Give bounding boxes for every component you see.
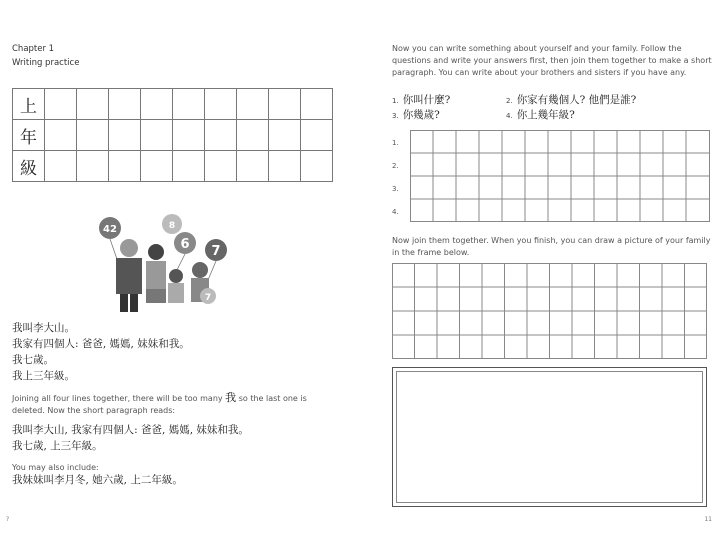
also-include-line: 我妹妹叫李月冬, 她六歲, 上二年級。 bbox=[12, 474, 183, 486]
practice-cell[interactable] bbox=[173, 89, 205, 120]
practice-cell[interactable] bbox=[141, 151, 173, 182]
character-practice-grid bbox=[12, 88, 333, 182]
chapter-title: Chapter 1 bbox=[12, 44, 55, 54]
right-page bbox=[360, 0, 720, 540]
practice-cell[interactable] bbox=[269, 151, 301, 182]
balloon-icon bbox=[174, 232, 196, 254]
paragraph-line-2: 我七歲, 上三年級。 bbox=[12, 440, 103, 452]
practice-cell[interactable] bbox=[237, 151, 269, 182]
practice-cell[interactable] bbox=[77, 89, 109, 120]
practice-cell[interactable] bbox=[173, 120, 205, 151]
practice-cell[interactable] bbox=[45, 120, 77, 151]
father-figure bbox=[116, 239, 142, 312]
practice-cell[interactable] bbox=[301, 120, 333, 151]
paragraph-grid[interactable] bbox=[392, 263, 707, 359]
balloon-label: 42 bbox=[103, 224, 117, 235]
practice-cell[interactable] bbox=[109, 89, 141, 120]
answer-line-label-4: 4. bbox=[392, 208, 399, 216]
practice-cell[interactable] bbox=[141, 120, 173, 151]
question-1: 1. 你叫什麼? bbox=[392, 94, 451, 106]
practice-cell[interactable] bbox=[237, 89, 269, 120]
question-2: 2. 你家有幾個人? 他們是誰? bbox=[506, 94, 637, 106]
question-4: 4. 你上幾年級? bbox=[506, 109, 575, 121]
practice-cell[interactable] bbox=[301, 151, 333, 182]
join-text-b: so the last one is deleted. Now the short paragraph reads: bbox=[12, 394, 307, 415]
balloon-icon bbox=[99, 217, 121, 239]
answer-line-label-1: 1. bbox=[392, 139, 399, 147]
balloon-icon bbox=[162, 214, 182, 234]
section-subtitle: Writing practice bbox=[12, 58, 80, 68]
practice-cell[interactable] bbox=[109, 151, 141, 182]
practice-cell[interactable] bbox=[77, 151, 109, 182]
balloon-label: 7 bbox=[204, 293, 212, 303]
page-number-right: 11 bbox=[704, 516, 712, 523]
drawing-frame[interactable] bbox=[392, 367, 707, 507]
also-include-label: You may also include: bbox=[12, 463, 99, 472]
join-instructions: Now join them together. When you finish, you can draw a picture of your family in the frame below. bbox=[392, 236, 711, 257]
practice-cell[interactable] bbox=[205, 151, 237, 182]
practice-cell[interactable] bbox=[141, 89, 173, 120]
balloon-label: 6 bbox=[180, 237, 190, 252]
question-3: 3. 你幾歲? bbox=[392, 109, 440, 121]
example-line-4: 我上三年級。 bbox=[12, 370, 75, 382]
grid-row bbox=[13, 120, 333, 151]
balloon-icon bbox=[200, 288, 216, 304]
practice-cell[interactable] bbox=[109, 120, 141, 151]
model-character: 年 bbox=[13, 120, 45, 151]
drawing-frame-inner bbox=[396, 371, 703, 503]
model-character: 級 bbox=[13, 151, 45, 182]
mother-figure bbox=[146, 244, 166, 303]
practice-cell[interactable] bbox=[269, 120, 301, 151]
practice-cell[interactable] bbox=[269, 89, 301, 120]
join-text-a: Joining all four lines together, there will be too many bbox=[12, 394, 223, 403]
join-char: 我 bbox=[225, 391, 237, 404]
balloon-label: 8 bbox=[168, 221, 176, 231]
daughter-figure bbox=[168, 269, 184, 303]
balloon-label: 7 bbox=[211, 244, 221, 259]
son-figure bbox=[191, 262, 216, 304]
answer-line-label-2: 2. bbox=[392, 162, 399, 170]
practice-cell[interactable] bbox=[173, 151, 205, 182]
example-line-3: 我七歲。 bbox=[12, 354, 54, 366]
answer-grid[interactable] bbox=[410, 130, 710, 222]
practice-cell[interactable] bbox=[205, 89, 237, 120]
page-number-left: ? bbox=[6, 516, 10, 523]
intro-instructions: Now you can write something about yourself and your family. Follow the questions and write your answers first, then join them together to make a short paragraph. You can write about your brothers and sisters if you have any. bbox=[392, 44, 712, 77]
answer-line-label-3: 3. bbox=[392, 185, 399, 193]
example-line-2: 我家有四個人: 爸爸, 媽媽, 妹妹和我。 bbox=[12, 338, 190, 350]
practice-cell[interactable] bbox=[45, 89, 77, 120]
practice-cell[interactable] bbox=[77, 120, 109, 151]
balloon-icon bbox=[205, 239, 227, 261]
join-explanation bbox=[12, 392, 332, 417]
grid-row bbox=[13, 89, 333, 120]
practice-cell[interactable] bbox=[237, 120, 269, 151]
practice-cell[interactable] bbox=[45, 151, 77, 182]
model-character: 上 bbox=[13, 89, 45, 120]
grid-row bbox=[13, 151, 333, 182]
practice-cell[interactable] bbox=[205, 120, 237, 151]
practice-cell[interactable] bbox=[301, 89, 333, 120]
example-line-1: 我叫李大山。 bbox=[12, 322, 75, 334]
paragraph-line-1: 我叫李大山, 我家有四個人: 爸爸, 媽媽, 妹妹和我。 bbox=[12, 424, 249, 436]
family-illustration bbox=[96, 210, 236, 314]
